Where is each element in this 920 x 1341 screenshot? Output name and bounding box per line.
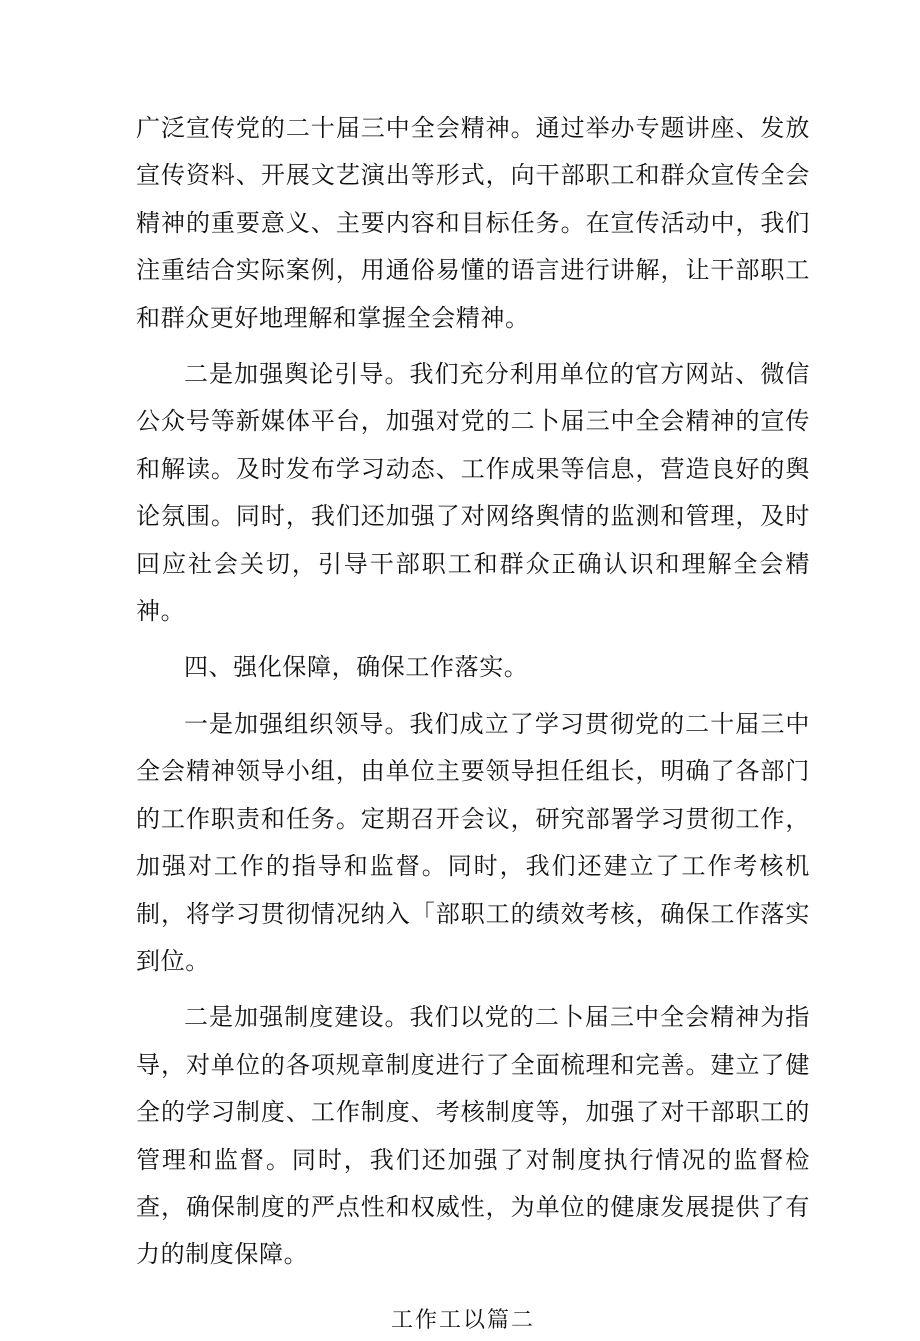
paragraph-organization: 一是加强组织领导。我们成立了学习贯彻党的二十届三中全会精神领导小组，由单位主要领导担任组长，明确了各部门的工作职责和任务。定期召开会议，研究部署学习贯彻工作，加强对工作的指导和监督。同时，我们还建立了工作考核机制，将学习贯彻情况纳入「部职工的绩效考核，确保工作落实到位。 [136,709,810,975]
section-heading-guarantee: 四、强化保障，确保工作落实。 [184,653,529,682]
paragraph-continuation: 广泛宣传党的二十届三中全会精神。通过举办专题讲座、发放宣传资料、开展文艺演出等形式，向干部职工和群众宣传全会精神的重要意义、主要内容和目标任务。在宣传活动中，我们注重结合实际案例，用通俗易懂的语言进行讲解，让干部职工和群众更好地理解和掌握全会精神。 [136,114,810,332]
section-title: 工作工以篇二 [390,1307,535,1333]
paragraph-system-building: 二是加强制度建设。我们以党的二卜届三中全会精神为指导，对单位的各项规章制度进行了全面梳理和完善。建立了健全的学习制度、工作制度、考核制度等，加强了对干部职工的管理和监督。同时，我们还加强了对制度执行情况的监督检查，确保制度的严点性和权威性，为单位的健康发展提供了有力的制度保障。 [136,1003,810,1269]
paragraph-public-opinion: 二是加强舆论引导。我们充分利用单位的官方网站、微信公众号等新媒体平台，加强对党的二卜届三中全会精神的宣传和解读。及时发布学习动态、工作成果等信息，营造良好的舆论氛围。同时，我们还加强了对网络舆情的监测和管理，及时回应社会关切，引导干部职工和群众正确认识和理解全会精神。 [136,360,810,626]
